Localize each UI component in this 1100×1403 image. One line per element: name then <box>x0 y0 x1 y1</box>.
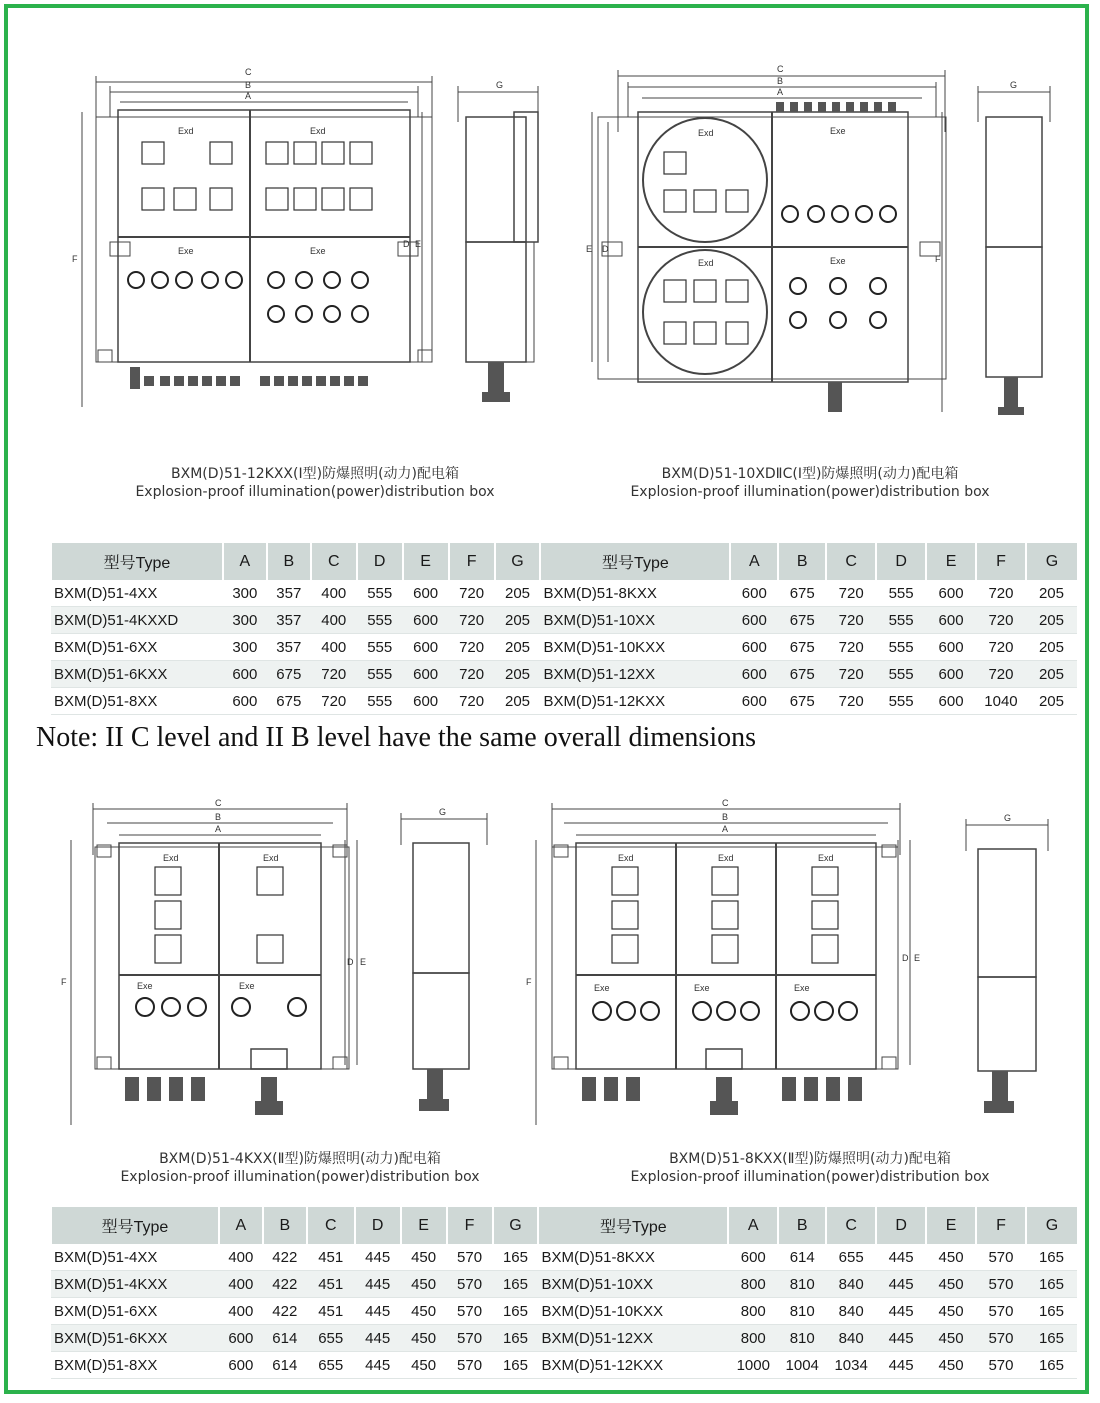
column-header-a: A <box>219 1207 263 1244</box>
dimension-cell: 810 <box>778 1271 826 1298</box>
dimension-cell: 1004 <box>778 1352 826 1379</box>
zone-exd-label: Exd <box>163 853 179 863</box>
dimension-cell: 600 <box>926 607 976 634</box>
dimension-cell: 205 <box>495 607 541 634</box>
dimension-cell: 450 <box>926 1271 976 1298</box>
zone-exe-label: Exe <box>830 126 846 136</box>
zone-exd-label: Exd <box>178 126 194 136</box>
dimension-cell: 720 <box>449 580 495 607</box>
column-header-a: A <box>223 543 267 580</box>
caption-cn: BXM(D)51-8KXX(Ⅱ型)防爆照明(动力)配电箱 <box>669 1151 951 1167</box>
table-row <box>51 1271 1077 1298</box>
column-header-c: C <box>311 543 357 580</box>
dimension-cell: 445 <box>876 1352 926 1379</box>
dim-c-label: C <box>722 798 729 808</box>
model-type-cell: BXM(D)51-6XX <box>51 634 223 661</box>
dimension-cell: 570 <box>447 1298 493 1325</box>
dimension-cell: 451 <box>307 1298 355 1325</box>
dimension-cell: 720 <box>976 661 1026 688</box>
dimension-cell: 720 <box>826 688 876 715</box>
column-header-d: D <box>876 1207 926 1244</box>
table-row <box>51 1244 1077 1271</box>
caption-en: Explosion-proof illumination(power)distribution box <box>120 1169 480 1185</box>
dimension-cell: 720 <box>449 634 495 661</box>
table-row <box>51 661 1077 688</box>
dimension-cell: 570 <box>447 1352 493 1379</box>
dimension-cell: 720 <box>826 634 876 661</box>
dimension-cell: 614 <box>778 1244 826 1271</box>
model-type-cell: BXM(D)51-10XX <box>538 1271 728 1298</box>
dimension-table-type2 <box>50 1207 1077 1379</box>
table-row <box>51 634 1077 661</box>
dimension-cell: 165 <box>493 1271 539 1298</box>
model-type-cell: BXM(D)51-4XX <box>51 580 223 607</box>
dimension-cell: 600 <box>223 688 267 715</box>
dimension-cell: 600 <box>730 580 778 607</box>
dimension-cell: 800 <box>728 1271 778 1298</box>
dim-g-label: G <box>496 80 504 90</box>
dimension-cell: 840 <box>826 1325 876 1352</box>
dimension-cell: 450 <box>401 1352 447 1379</box>
dimension-cell: 675 <box>778 607 826 634</box>
column-header-a: A <box>730 543 778 580</box>
dimension-table-type1 <box>50 543 1077 715</box>
dimension-cell: 675 <box>267 661 311 688</box>
dimension-cell: 600 <box>219 1325 263 1352</box>
dim-d-label: D <box>347 957 354 967</box>
dimension-cell: 422 <box>263 1244 307 1271</box>
zone-exe-label: Exe <box>178 246 194 256</box>
dimension-cell: 614 <box>263 1325 307 1352</box>
dimension-cell: 445 <box>876 1244 926 1271</box>
column-header-e: E <box>401 1207 447 1244</box>
dim-g-label: G <box>1010 80 1018 90</box>
dimension-cell: 570 <box>976 1244 1026 1271</box>
dimension-cell: 300 <box>223 607 267 634</box>
column-header-b: B <box>263 1207 307 1244</box>
dim-a-label: A <box>722 824 729 834</box>
model-type-cell: BXM(D)51-10KXX <box>538 1298 728 1325</box>
dimension-cell: 570 <box>447 1244 493 1271</box>
dimension-cell: 445 <box>876 1271 926 1298</box>
dimension-cell: 445 <box>876 1325 926 1352</box>
dim-d-label: D <box>902 953 909 963</box>
dimension-cell: 357 <box>267 580 311 607</box>
dim-f-label: F <box>526 977 532 987</box>
dimension-cell: 600 <box>730 688 778 715</box>
dimension-cell: 400 <box>311 580 357 607</box>
zone-exd-label: Exd <box>718 853 734 863</box>
column-header-f: F <box>976 1207 1026 1244</box>
model-type-cell: BXM(D)51-10KXX <box>540 634 730 661</box>
column-header-f: F <box>447 1207 493 1244</box>
table-row <box>51 1352 1077 1379</box>
dimension-cell: 300 <box>223 580 267 607</box>
dimension-cell: 840 <box>826 1271 876 1298</box>
dimension-cell: 655 <box>307 1352 355 1379</box>
column-header-d: D <box>357 543 403 580</box>
table-header-row <box>51 1207 1077 1244</box>
column-header-b: B <box>778 543 826 580</box>
dimension-cell: 205 <box>1026 580 1077 607</box>
dimension-cell: 205 <box>1026 661 1077 688</box>
drawing-12kxx-type1 <box>70 62 560 422</box>
dimension-cell: 720 <box>826 607 876 634</box>
dimension-cell: 165 <box>493 1352 539 1379</box>
dimension-cell: 445 <box>355 1244 401 1271</box>
dimension-cell: 600 <box>730 634 778 661</box>
dimension-cell: 400 <box>219 1271 263 1298</box>
dimension-cell: 555 <box>357 634 403 661</box>
dimension-cell: 357 <box>267 634 311 661</box>
column-header-b: B <box>267 543 311 580</box>
zone-exe-label: Exe <box>594 983 610 993</box>
dim-b-label: B <box>215 812 222 822</box>
dimension-cell: 165 <box>1026 1352 1077 1379</box>
dim-c-label: C <box>245 67 252 77</box>
zone-exe-label: Exe <box>830 256 846 266</box>
column-header-g: G <box>1026 1207 1077 1244</box>
dimension-cell: 720 <box>826 580 876 607</box>
dimension-cell: 445 <box>876 1298 926 1325</box>
drawing-10xd-iic-type1 <box>580 62 1070 422</box>
dim-d-label: D <box>403 239 410 249</box>
zone-exd-label: Exd <box>818 853 834 863</box>
dimension-cell: 600 <box>926 634 976 661</box>
dimension-cell: 655 <box>307 1325 355 1352</box>
dim-f-label: F <box>935 254 941 264</box>
dimension-cell: 720 <box>449 607 495 634</box>
table-row <box>51 688 1077 715</box>
dimension-cell: 451 <box>307 1244 355 1271</box>
caption-en: Explosion-proof illumination(power)distribution box <box>630 1169 990 1185</box>
dimension-cell: 450 <box>926 1244 976 1271</box>
dimension-cell: 600 <box>730 607 778 634</box>
column-header-type: 型号Type <box>540 543 730 580</box>
dimension-cell: 422 <box>263 1271 307 1298</box>
dimension-cell: 205 <box>1026 634 1077 661</box>
dimension-cell: 600 <box>926 688 976 715</box>
dim-e-label: E <box>415 239 422 249</box>
dimension-cell: 450 <box>401 1271 447 1298</box>
dim-e-label: E <box>914 953 921 963</box>
dimension-cell: 400 <box>311 634 357 661</box>
dim-a-label: A <box>777 87 784 97</box>
column-header-c: C <box>307 1207 355 1244</box>
column-header-e: E <box>926 543 976 580</box>
dimension-cell: 810 <box>778 1298 826 1325</box>
model-type-cell: BXM(D)51-6XX <box>51 1298 219 1325</box>
dimension-cell: 800 <box>728 1298 778 1325</box>
dimension-cell: 165 <box>1026 1325 1077 1352</box>
dimension-cell: 570 <box>976 1298 1026 1325</box>
dimension-cell: 810 <box>778 1325 826 1352</box>
model-type-cell: BXM(D)51-12KXX <box>538 1352 728 1379</box>
dimension-cell: 675 <box>778 688 826 715</box>
dimension-cell: 600 <box>219 1352 263 1379</box>
drawing-8kxx-type2 <box>520 795 1075 1135</box>
zone-exe-label: Exe <box>694 983 710 993</box>
model-type-cell: BXM(D)51-8KXX <box>538 1244 728 1271</box>
zone-exd-label: Exd <box>698 128 714 138</box>
zone-exe-label: Exe <box>137 981 153 991</box>
column-header-b: B <box>778 1207 826 1244</box>
dimension-cell: 451 <box>307 1271 355 1298</box>
dimension-cell: 555 <box>876 661 926 688</box>
dimension-cell: 720 <box>311 661 357 688</box>
dimension-cell: 555 <box>357 661 403 688</box>
model-type-cell: BXM(D)51-10XX <box>540 607 730 634</box>
dimension-cell: 445 <box>355 1325 401 1352</box>
dimension-cell: 450 <box>926 1298 976 1325</box>
dimension-cell: 570 <box>447 1325 493 1352</box>
column-header-e: E <box>926 1207 976 1244</box>
dim-b-label: B <box>777 76 784 86</box>
zone-exe-label: Exe <box>794 983 810 993</box>
dimension-cell: 205 <box>1026 688 1077 715</box>
dimension-cell: 555 <box>876 688 926 715</box>
dimension-cell: 300 <box>223 634 267 661</box>
caption-bottom-right <box>565 1150 1055 1186</box>
column-header-f: F <box>976 543 1026 580</box>
column-header-a: A <box>728 1207 778 1244</box>
caption-cn: BXM(D)51-10XDⅡC(I型)防爆照明(动力)配电箱 <box>661 466 959 482</box>
dim-f-label: F <box>72 254 78 264</box>
dimension-cell: 205 <box>495 688 541 715</box>
column-header-type: 型号Type <box>538 1207 728 1244</box>
dimension-cell: 720 <box>976 634 1026 661</box>
dim-g-label: G <box>439 807 447 817</box>
dimension-cell: 555 <box>876 580 926 607</box>
model-type-cell: BXM(D)51-4KXXD <box>51 607 223 634</box>
dimension-cell: 720 <box>976 607 1026 634</box>
dimension-cell: 555 <box>357 607 403 634</box>
caption-cn: BXM(D)51-4KXX(Ⅱ型)防爆照明(动力)配电箱 <box>159 1151 441 1167</box>
caption-top-right <box>565 465 1055 501</box>
dimension-cell: 675 <box>778 634 826 661</box>
zone-exe-label: Exe <box>310 246 326 256</box>
dim-c-label: C <box>215 798 222 808</box>
dimension-cell: 450 <box>401 1298 447 1325</box>
table-row <box>51 607 1077 634</box>
model-type-cell: BXM(D)51-12XX <box>540 661 730 688</box>
dimension-cell: 600 <box>403 688 449 715</box>
dimension-cell: 675 <box>778 661 826 688</box>
dimension-cell: 400 <box>219 1298 263 1325</box>
dimension-cell: 800 <box>728 1325 778 1352</box>
column-header-g: G <box>495 543 541 580</box>
zone-exd-label: Exd <box>310 126 326 136</box>
dimension-cell: 720 <box>449 688 495 715</box>
table-row <box>51 1298 1077 1325</box>
dimension-cell: 600 <box>223 661 267 688</box>
dimension-cell: 675 <box>267 688 311 715</box>
dimension-cell: 720 <box>826 661 876 688</box>
zone-exd-label: Exd <box>698 258 714 268</box>
dimension-cell: 600 <box>403 607 449 634</box>
dim-e-label: E <box>586 244 593 254</box>
model-type-cell: BXM(D)51-8XX <box>51 1352 219 1379</box>
dimension-cell: 840 <box>826 1298 876 1325</box>
caption-bottom-left <box>55 1150 545 1186</box>
zone-exd-label: Exd <box>618 853 634 863</box>
dimension-cell: 165 <box>1026 1244 1077 1271</box>
model-type-cell: BXM(D)51-12XX <box>538 1325 728 1352</box>
dim-a-label: A <box>245 91 252 101</box>
dimension-cell: 450 <box>401 1325 447 1352</box>
dimension-cell: 205 <box>495 580 541 607</box>
dimension-cell: 205 <box>495 634 541 661</box>
dimension-cell: 205 <box>495 661 541 688</box>
dim-g-label: G <box>1004 813 1012 823</box>
caption-en: Explosion-proof illumination(power)distribution box <box>630 484 990 500</box>
dimension-cell: 600 <box>403 634 449 661</box>
dim-c-label: C <box>777 64 784 74</box>
dimension-cell: 357 <box>267 607 311 634</box>
dimension-cell: 165 <box>493 1244 539 1271</box>
model-type-cell: BXM(D)51-8XX <box>51 688 223 715</box>
dimension-cell: 720 <box>449 661 495 688</box>
dimension-cell: 1000 <box>728 1352 778 1379</box>
column-header-f: F <box>449 543 495 580</box>
dimension-cell: 570 <box>976 1325 1026 1352</box>
dimension-cell: 600 <box>926 580 976 607</box>
model-type-cell: BXM(D)51-6KXX <box>51 661 223 688</box>
dimension-cell: 165 <box>493 1298 539 1325</box>
dimension-cell: 165 <box>1026 1298 1077 1325</box>
zone-exd-label: Exd <box>263 853 279 863</box>
dimension-cell: 445 <box>355 1298 401 1325</box>
drawing-4kxx-type2 <box>55 795 525 1135</box>
dimension-cell: 555 <box>876 634 926 661</box>
column-header-type: 型号Type <box>51 1207 219 1244</box>
caption-top-left <box>70 465 560 501</box>
dimension-cell: 555 <box>876 607 926 634</box>
dimension-cell: 205 <box>1026 607 1077 634</box>
dimension-cell: 720 <box>311 688 357 715</box>
dimension-cell: 400 <box>311 607 357 634</box>
dimension-cell: 1040 <box>976 688 1026 715</box>
zone-exe-label: Exe <box>239 981 255 991</box>
column-header-c: C <box>826 1207 876 1244</box>
column-header-d: D <box>876 543 926 580</box>
dimension-cell: 555 <box>357 688 403 715</box>
model-type-cell: BXM(D)51-8KXX <box>540 580 730 607</box>
dimension-cell: 165 <box>493 1325 539 1352</box>
dimension-cell: 445 <box>355 1271 401 1298</box>
column-header-type: 型号Type <box>51 543 223 580</box>
column-header-c: C <box>826 543 876 580</box>
dim-b-label: B <box>722 812 729 822</box>
dimension-cell: 600 <box>403 580 449 607</box>
table-header-row <box>51 543 1077 580</box>
dimension-cell: 614 <box>263 1352 307 1379</box>
model-type-cell: BXM(D)51-4XX <box>51 1244 219 1271</box>
dimension-cell: 570 <box>976 1352 1026 1379</box>
table-row <box>51 580 1077 607</box>
column-header-e: E <box>403 543 449 580</box>
dim-b-label: B <box>245 80 252 90</box>
dim-e-label: E <box>360 957 367 967</box>
dim-a-label: A <box>215 824 222 834</box>
table-row <box>51 1325 1077 1352</box>
column-header-g: G <box>1026 543 1077 580</box>
dimension-cell: 445 <box>355 1352 401 1379</box>
dimension-cell: 600 <box>926 661 976 688</box>
column-header-d: D <box>355 1207 401 1244</box>
dimension-cell: 655 <box>826 1244 876 1271</box>
dimension-cell: 422 <box>263 1298 307 1325</box>
model-type-cell: BXM(D)51-4KXX <box>51 1271 219 1298</box>
dimension-cell: 555 <box>357 580 403 607</box>
dimension-cell: 1034 <box>826 1352 876 1379</box>
dim-f-label: F <box>61 977 67 987</box>
dimension-cell: 400 <box>219 1244 263 1271</box>
caption-cn: BXM(D)51-12KXX(I型)防爆照明(动力)配电箱 <box>171 466 459 482</box>
caption-en: Explosion-proof illumination(power)distribution box <box>135 484 495 500</box>
dim-d-label: D <box>602 244 609 254</box>
dimension-cell: 600 <box>730 661 778 688</box>
dimension-cell: 450 <box>926 1352 976 1379</box>
dimension-cell: 600 <box>403 661 449 688</box>
model-type-cell: BXM(D)51-12KXX <box>540 688 730 715</box>
dimension-cell: 450 <box>401 1244 447 1271</box>
dimension-cell: 570 <box>976 1271 1026 1298</box>
dimension-cell: 165 <box>1026 1271 1077 1298</box>
note-text: Note: II C level and II B level have the same overall dimensions <box>36 722 757 753</box>
column-header-g: G <box>493 1207 539 1244</box>
dimension-cell: 720 <box>976 580 1026 607</box>
dimension-cell: 570 <box>447 1271 493 1298</box>
dimension-cell: 600 <box>728 1244 778 1271</box>
dimension-cell: 450 <box>926 1325 976 1352</box>
dimension-cell: 675 <box>778 580 826 607</box>
model-type-cell: BXM(D)51-6KXX <box>51 1325 219 1352</box>
